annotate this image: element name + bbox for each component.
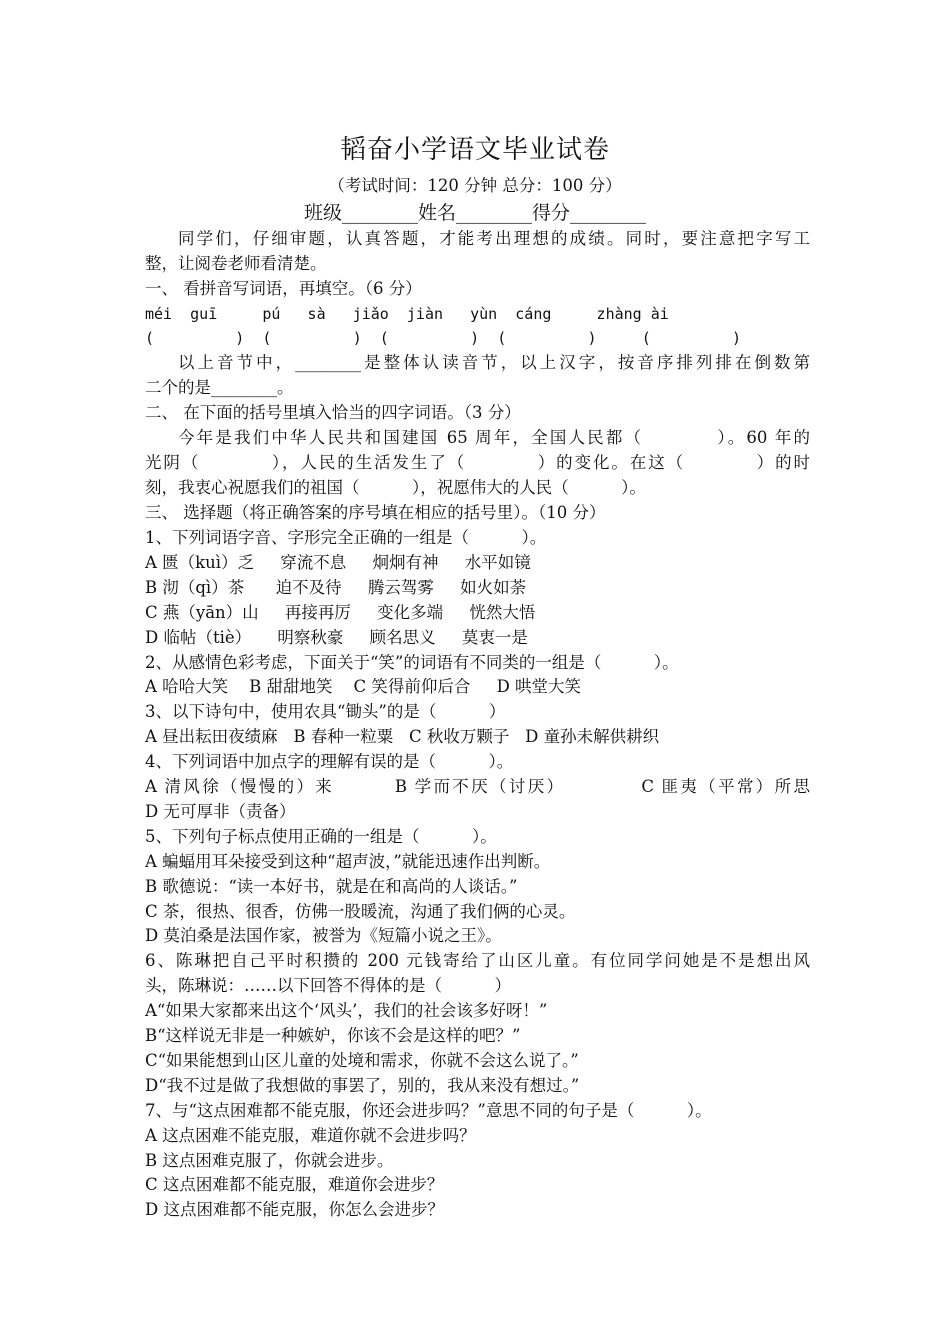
question-line: C“如果能想到山区儿童的处境和需求，你就不会这么说了。” [145,1050,579,1070]
fill-line: 以上音节中，________是整体认读音节，以上汉字，按音序排列排在倒数第 [178,353,810,372]
question-line: C 茶，很热、很香，仿佛一股暖流，沟通了我们俩的心灵。 [145,901,576,921]
question-line: D“我不过是做了我想做的事罢了，别的，我从来没有想过。” [145,1075,580,1095]
question-line: 1、下列词语字音、字形完全正确的一组是（ ）。 [145,528,547,547]
section-heading: 二、 在下面的括号里填入恰当的四字词语。（3 分） [145,403,521,422]
question-line: D 临帖（tiè） 明察秋豪 顾名思义 莫衷一是 [145,627,528,647]
question-line: C 燕（yān）山 再接再厉 变化多端 恍然大悟 [145,602,536,622]
passage-line: 今年是我们中华人民共和国建国 65 周年，全国人民都（ ）。60 年的 [178,428,810,447]
section-heading: 三、 选择题（将正确答案的序号填在相应的括号里）。（10 分） [145,503,606,522]
question-line: D 这点困难都不能克服，你怎么会进步？ [145,1200,444,1220]
fill-line: 二个的是________。 [145,378,294,397]
exam-title: 韬奋小学语文毕业试卷 [339,135,610,165]
question-line: A 昼出耘田夜绩麻 B 春种一粒粟 C 秋收万颗子 D 童孙未解供耕织 [145,727,660,747]
question-line: A 这点困难不能克服，难道你就不会进步吗？ [145,1125,476,1145]
pinyin-row: méi guī pú sà jiǎo jiàn yùn cáng zhàng ài [145,305,669,323]
intro-line: 整，让阅卷老师看清楚。 [145,254,327,273]
question-line: B“这样说无非是一种嫉妒，你该不会是这样的吧？” [145,1026,521,1045]
exam-info: （考试时间：120 分钟 总分：100 分） [328,176,622,195]
question-line: B 沏（qì）茶 迫不及待 腾云驾雾 如火如荼 [145,577,527,597]
student-fields: 班级________姓名________得分________ [303,202,646,224]
question-line: 4、下列词语中加点字的理解有误的是（ ）。 [145,752,514,772]
question-line: A 匮（kuì）乏 穿流不息 炯炯有神 水平如镜 [145,552,531,572]
section-heading: 一、 看拼音写词语，再填空。（6 分） [145,279,422,298]
question-line: B 这点困难克服了，你就会进步。 [145,1150,394,1170]
question-line: A 哈哈大笑 B 甜甜地笑 C 笑得前仰后合 D 哄堂大笑 [145,677,582,697]
question-line: B 歌德说：“读一本好书，就是在和高尚的人谈话。” [145,876,518,896]
question-line: A 蝙蝠用耳朵接受到这种“超声波，”就能迅速作出判断。 [145,851,551,871]
question-line: D 无可厚非（责备） [145,801,296,821]
passage-line: 刻，我衷心祝愿我们的祖国（ ），祝愿伟大的人民（ ）。 [145,478,646,497]
question-line: 7、与“这点困难都不能克服，你还会进步吗？”意思不同的句子是（ ）。 [145,1100,712,1120]
question-line: A 清风徐（慢慢的）来 B 学而不厌（讨厌） C 匪夷（平常）所思 [145,777,810,796]
answer-blanks: ( ) ( ) ( ) ( ) ( ) [145,329,742,347]
question-line: C 这点困难都不能克服，难道你会进步？ [145,1175,444,1195]
question-line: 5、下列句子标点使用正确的一组是（ ）。 [145,826,497,846]
question-line: D 莫泊桑是法国作家，被誉为《短篇小说之王》。 [145,926,502,946]
passage-line: 光阴（ ），人民的生活发生了（ ）的变化。在这（ ）的时 [145,453,810,472]
question-line: 3、以下诗句中，使用农具“锄头”的是（ ） [145,702,506,722]
question-line: 6、陈琳把自己平时积攒的 200 元钱寄给了山区儿童。有位同学问她是不是想出风 [145,951,810,971]
question-line: A“如果大家都来出这个‘风头’，我们的社会该多好呀！” [145,1001,548,1021]
question-line: 头，陈琳说：……以下回答不得体的是（ ） [145,976,511,996]
intro-line: 同学们，仔细审题，认真答题，才能考出理想的成绩。同时，要注意把字写工 [178,229,810,248]
question-line: 2、从感情色彩考虑，下面关于“笑”的词语有不同类的一组是（ ）。 [145,652,679,672]
